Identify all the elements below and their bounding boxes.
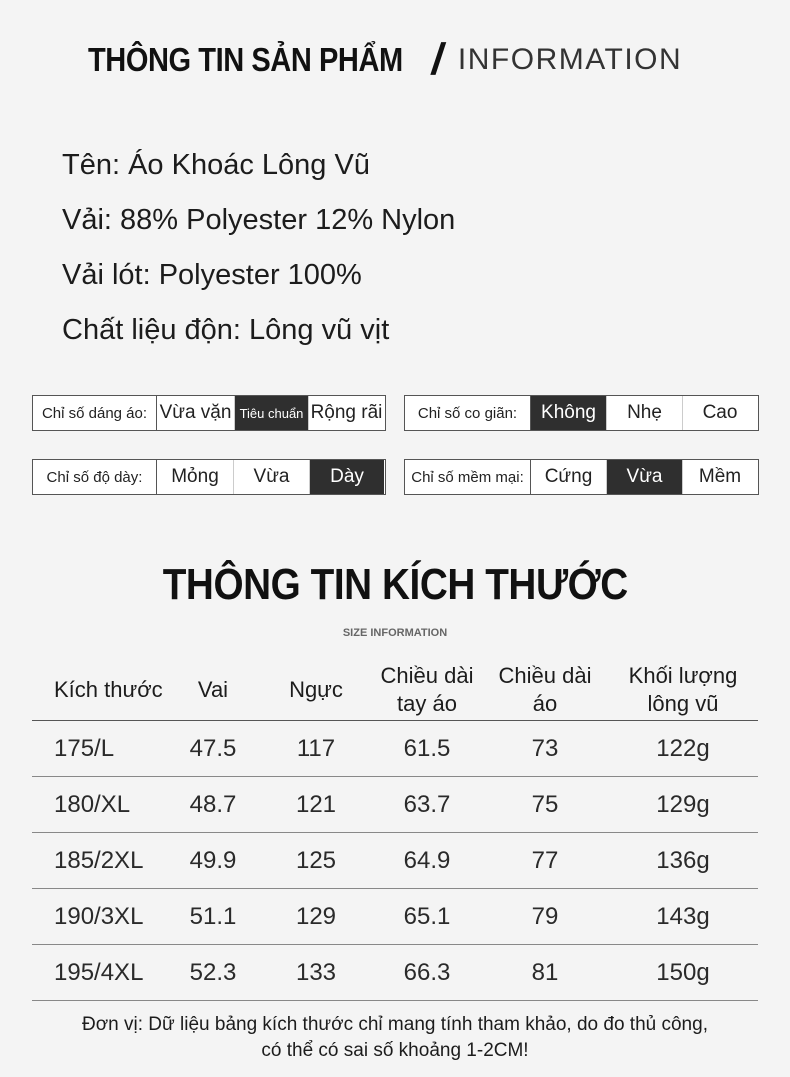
table-cell: 143g (656, 902, 710, 930)
fit-index (32, 395, 386, 431)
stretch-option-light: Nhẹ (607, 396, 683, 430)
footnote-line-2: có thể có sai số khoảng 1-2CM! (261, 1040, 529, 1061)
fit-option-standard: Tiêu chuẩn (235, 396, 309, 430)
thickness-option-medium: Vừa (234, 460, 310, 494)
table-cell: 117 (296, 734, 336, 762)
stretch-index (404, 395, 759, 431)
table-cell: 63.7 (403, 790, 451, 818)
footnote (0, 1012, 790, 1064)
table-row (32, 833, 758, 889)
header-chest: Ngực (289, 677, 343, 702)
fabric: Vải: 88% Polyester 12% Nylon (62, 204, 456, 236)
header-sleeve-length: Chiều dài tay áo (380, 663, 474, 716)
table-cell: 52.3 (189, 958, 237, 986)
table-cell: 61.5 (403, 734, 451, 762)
table-cell: 66.3 (403, 958, 451, 986)
size-info-title (0, 560, 790, 610)
size-info-title-text: THÔNG TIN KÍCH THƯỚC (162, 560, 628, 609)
header-size: Kích thước (54, 677, 163, 702)
stretch-index-label: Chỉ số co giãn: (405, 396, 531, 430)
table-cell: 81 (531, 958, 559, 986)
table-cell: 150g (656, 958, 710, 986)
header-body-length: Chiều dài áo (498, 663, 592, 716)
size-table (32, 660, 758, 1001)
table-cell: 121 (295, 790, 337, 818)
product-info-list (62, 140, 455, 360)
table-cell: 79 (531, 902, 559, 930)
thickness-index (32, 459, 386, 495)
fit-index-label: Chỉ số dáng áo: (33, 396, 157, 430)
header-shoulder: Vai (197, 677, 229, 702)
fit-option-loose: Rộng rãi (310, 402, 383, 423)
table-cell: 125 (295, 846, 337, 874)
title-slash: / (428, 35, 448, 84)
table-cell: 129g (656, 790, 710, 818)
product-name: Tên: Áo Khoác Lông Vũ (62, 149, 370, 181)
table-cell: 190/3XL (54, 902, 144, 930)
table-row (32, 777, 758, 833)
thickness-index-label: Chỉ số độ dày: (33, 460, 157, 494)
softness-index (404, 459, 759, 495)
fit-option-regular: Vừa vặn (157, 396, 235, 430)
stretch-option-none: Không (531, 396, 607, 430)
table-row (32, 721, 758, 777)
table-cell: 195/4XL (54, 958, 144, 986)
thickness-option-thick: Dày (310, 460, 384, 494)
softness-option-medium: Vừa (607, 460, 683, 494)
table-cell: 49.9 (189, 846, 237, 874)
table-cell: 77 (531, 846, 559, 874)
lining: Vải lót: Polyester 100% (62, 259, 362, 291)
softness-option-soft: Mềm (698, 466, 742, 487)
softness-option-hard: Cứng (531, 460, 607, 494)
stretch-option-high: Cao (702, 402, 738, 423)
table-cell: 48.7 (189, 790, 237, 818)
product-info-title: THÔNG TIN SẢN PHẨM (88, 41, 403, 78)
page-header (88, 35, 683, 84)
table-cell: 175/L (54, 734, 115, 762)
filling: Chất liệu độn: Lông vũ vịt (62, 314, 390, 346)
size-table-body (32, 721, 758, 1001)
product-info-subtitle: INFORMATION (457, 43, 683, 76)
table-cell: 133 (295, 958, 337, 986)
thickness-option-thin: Mỏng (157, 460, 234, 494)
table-row (32, 889, 758, 945)
table-cell: 136g (656, 846, 710, 874)
size-table-header (32, 660, 758, 721)
softness-index-label: Chỉ số mềm mại: (405, 460, 531, 494)
table-cell: 185/2XL (54, 846, 144, 874)
table-row (32, 945, 758, 1001)
footnote-line-1: Đơn vị: Dữ liệu bảng kích thước chỉ mang tính tham khảo, do đo thủ công, (82, 1014, 708, 1035)
table-cell: 122g (656, 734, 710, 762)
header-down-weight: Khối lượng lông vũ (628, 663, 738, 716)
table-cell: 47.5 (189, 734, 237, 762)
size-info-subtitle: SIZE INFORMATION (342, 627, 448, 639)
table-cell: 65.1 (403, 902, 451, 930)
table-cell: 51.1 (189, 902, 237, 930)
table-cell: 64.9 (403, 846, 451, 874)
table-cell: 180/XL (54, 790, 131, 818)
table-cell: 75 (531, 790, 559, 818)
table-cell: 129 (295, 902, 337, 930)
table-cell: 73 (531, 734, 559, 762)
